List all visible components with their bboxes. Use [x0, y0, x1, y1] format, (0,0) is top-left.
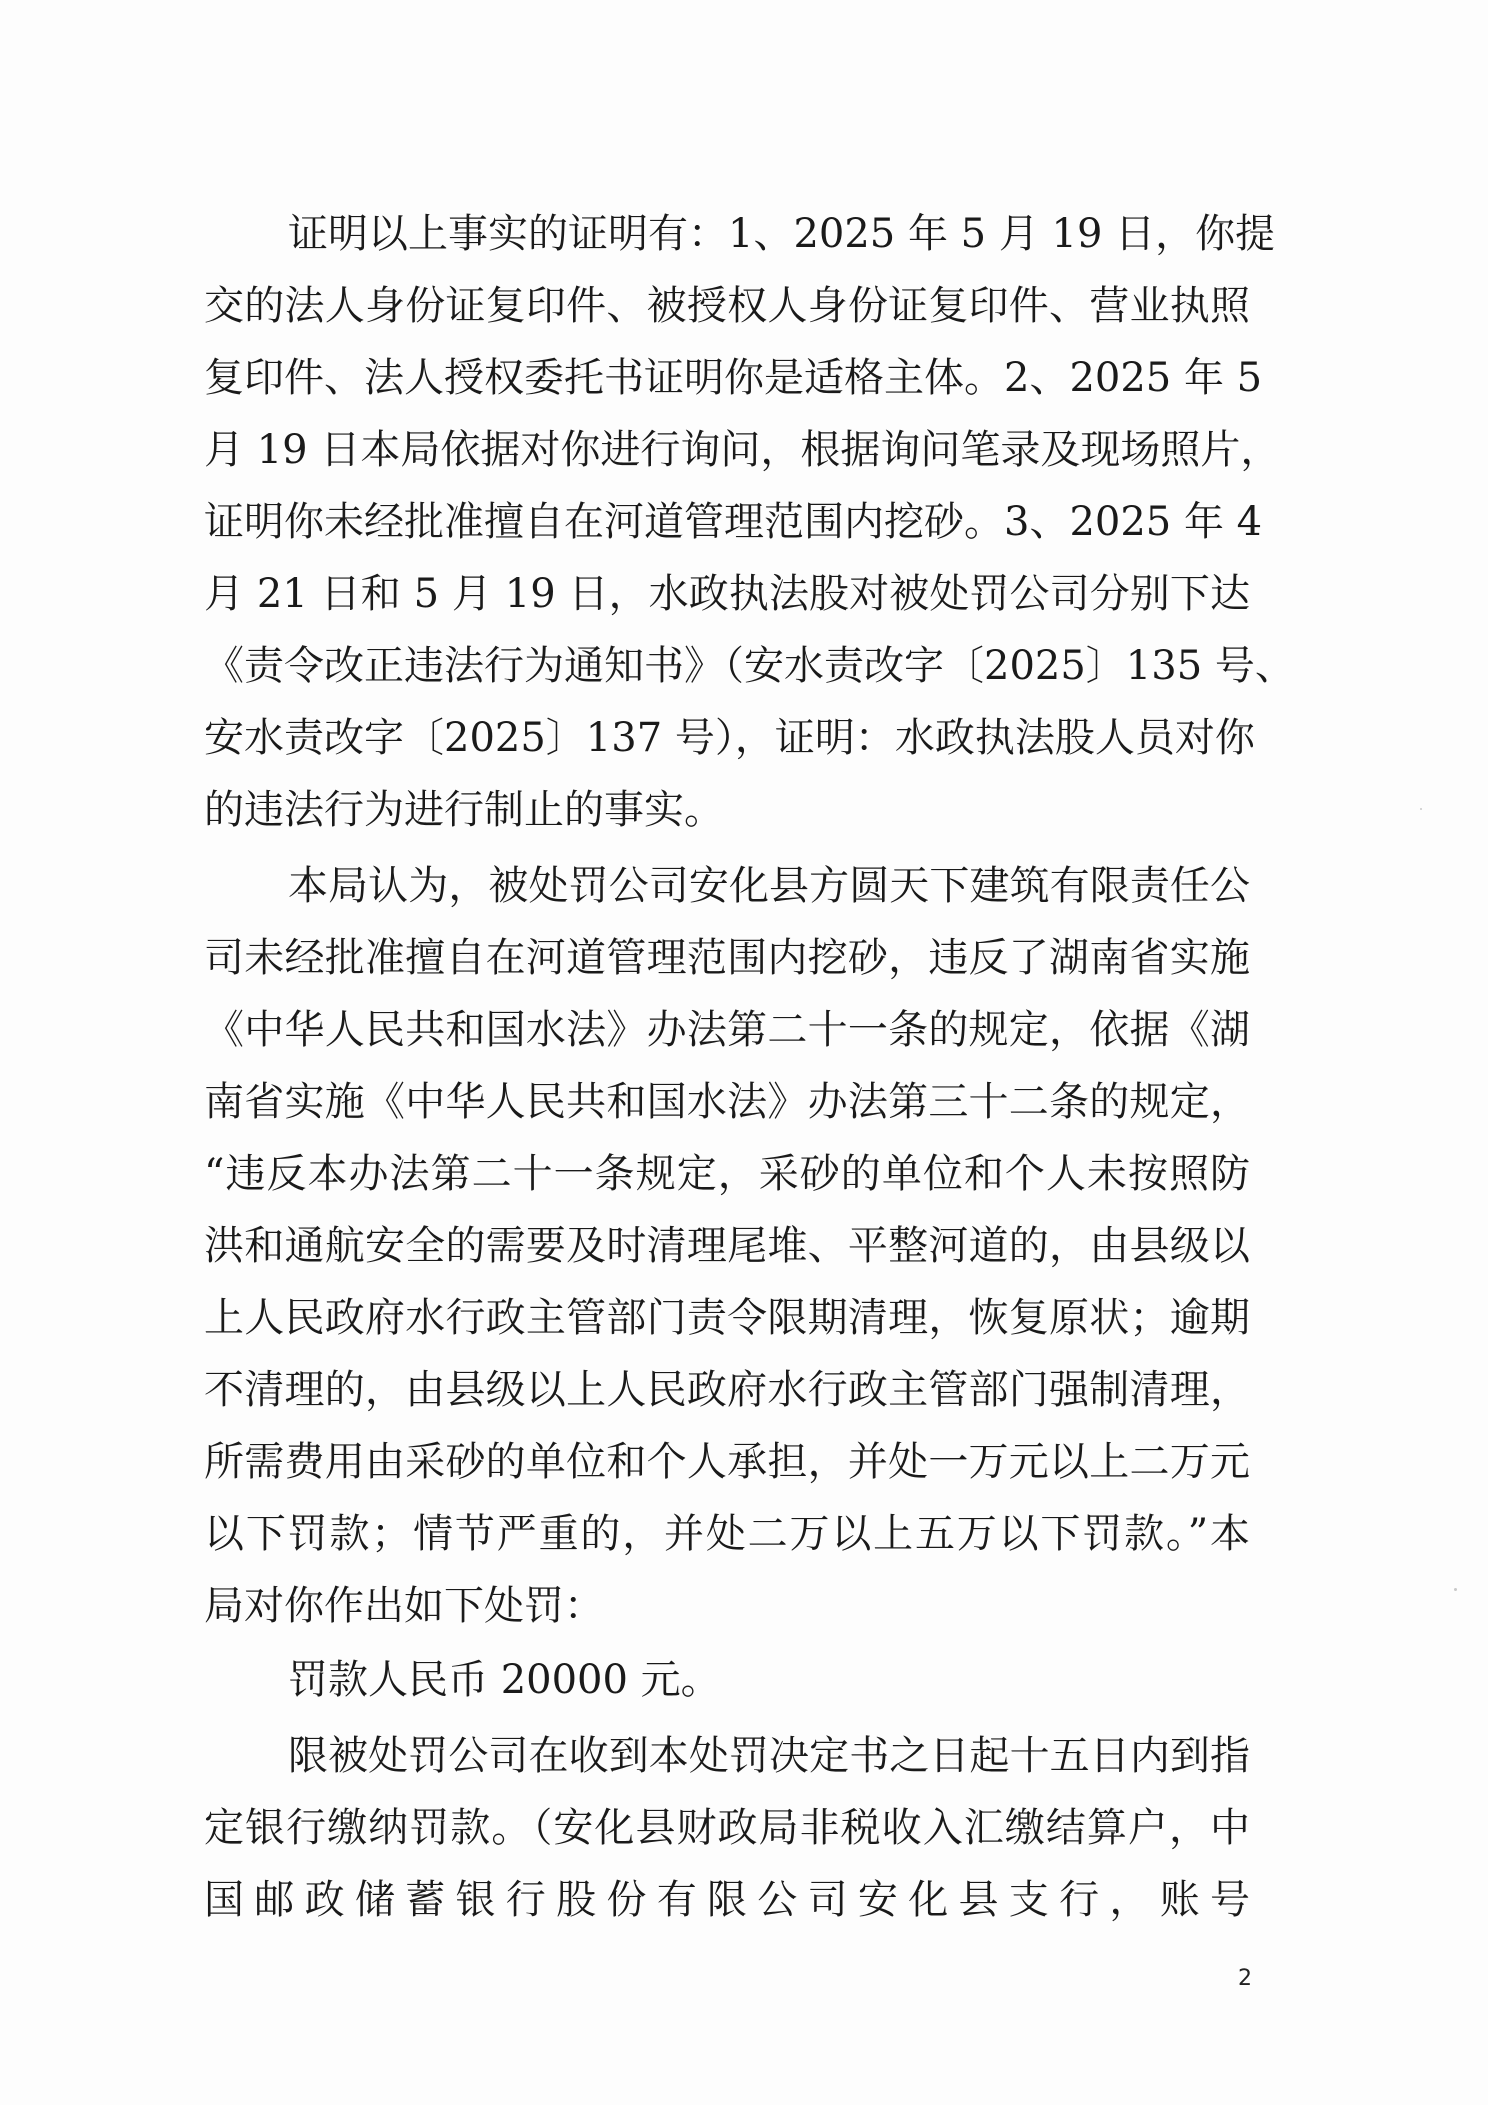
paragraph-1-line-1: 证明以上事实的证明有：1、2025 年 5 月 19 日，你提 [288, 211, 1276, 257]
paragraph-2-line-5: “违反本办法第二十一条规定，采砂的单位和个人未按照防 [204, 1151, 1250, 1197]
paragraph-2-line-11: 局对你作出如下处罚： [204, 1583, 604, 1629]
paragraph-1-line-7: 《责令改正违法行为通知书》（安水责改字〔2025〕135 号、 [204, 643, 1295, 689]
paragraph-1-line-4: 月 19 日本局依据对你进行询问，根据询问笔录及现场照片， [204, 427, 1281, 473]
paragraph-1-line-9: 的违法行为进行制止的事实。 [204, 787, 724, 833]
paragraph-1-line-6: 月 21 日和 5 月 19 日，水政执法股对被处罚公司分别下达 [204, 571, 1250, 617]
paragraph-2-line-7: 上人民政府水行政主管部门责令限期清理，恢复原状；逾期 [204, 1295, 1250, 1341]
paragraph-1-line-2: 交的法人身份证复印件、被授权人身份证复印件、营业执照 [204, 283, 1250, 329]
paragraph-2-line-2: 司未经批准擅自在河道管理范围内挖砂，违反了湖南省实施 [204, 935, 1250, 981]
scan-speck [1420, 808, 1422, 810]
paragraph-2-line-9: 所需费用由采砂的单位和个人承担，并处一万元以上二万元 [204, 1439, 1250, 1485]
paragraph-2-line-8: 不清理的，由县级以上人民政府水行政主管部门强制清理， [204, 1367, 1250, 1413]
paragraph-2-line-6: 洪和通航安全的需要及时清理尾堆、平整河道的，由县级以 [204, 1223, 1250, 1269]
scan-speck [1454, 1588, 1457, 1591]
paragraph-2-line-10: 以下罚款；情节严重的，并处二万以上五万以下罚款。”本 [204, 1511, 1250, 1557]
penalty-amount-line: 罚款人民币 20000 元。 [288, 1657, 721, 1703]
paragraph-2-line-1: 本局认为，被处罚公司安化县方圆天下建筑有限责任公 [288, 863, 1250, 909]
paragraph-4-line-1: 限被处罚公司在收到本处罚决定书之日起十五日内到指 [288, 1733, 1250, 1779]
paragraph-2-line-3: 《中华人民共和国水法》办法第二十一条的规定，依据《湖 [204, 1007, 1250, 1053]
page-number: 2 [1238, 1966, 1252, 1991]
paragraph-1-line-8: 安水责改字〔2025〕137 号），证明：水政执法股人员对你 [204, 715, 1255, 761]
paragraph-4-line-2: 定银行缴纳罚款。（安化县财政局非税收入汇缴结算户，中 [204, 1805, 1250, 1851]
paragraph-1-line-5: 证明你未经批准擅自在河道管理范围内挖砂。3、2025 年 4 [204, 499, 1263, 545]
paragraph-1-line-3: 复印件、法人授权委托书证明你是适格主体。2、2025 年 5 [204, 355, 1263, 401]
paragraph-2-line-4: 南省实施《中华人民共和国水法》办法第三十二条的规定， [204, 1079, 1250, 1125]
paragraph-4-line-3: 国邮政储蓄银行股份有限公司安化县支行，账号 [204, 1877, 1250, 1923]
